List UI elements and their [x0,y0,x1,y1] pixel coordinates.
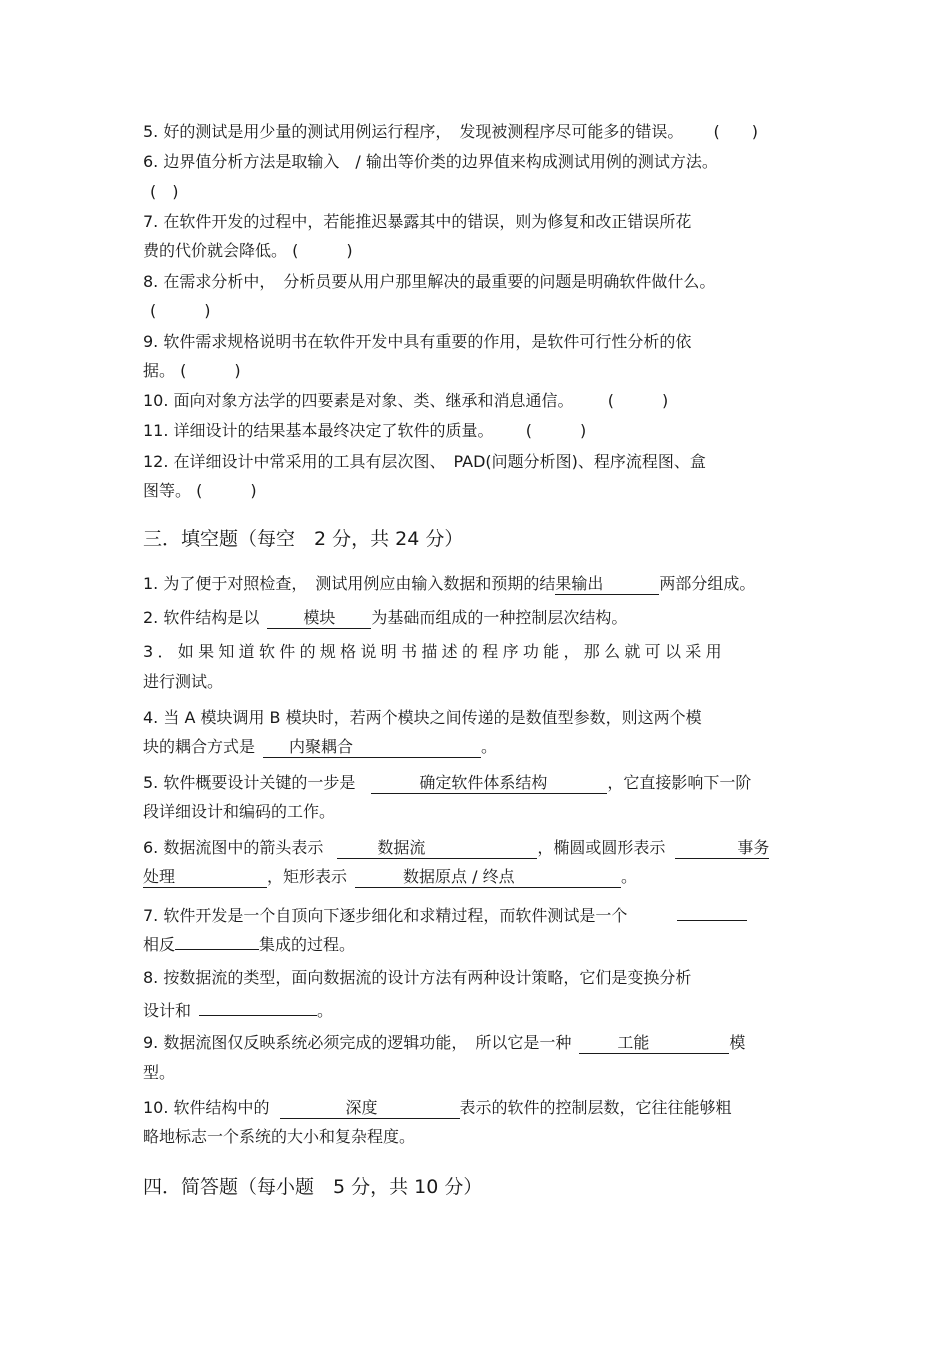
fill-q4-line1: 4. 当 A 模块调用 B 模块时，若两个模块之间传递的是数值型参数，则这两个模 [143,708,702,727]
judge-q10-text: 10. 面向对象方法学的四要素是对象、类、继承和消息通信。 [143,391,574,410]
fill-q1-blank [555,575,659,595]
fill-q10-answer: 深度 [345,1098,378,1117]
fill-q4-blank [263,738,481,758]
judge-q12-paren: ( ) [196,481,257,500]
fill-q9-before: 9. 数据流图仅反映系统必须完成的逻辑功能， 所以它是一种 [143,1033,572,1052]
section3-heading: 三．填空题（每空 2 分，共 24 分） [143,528,464,550]
fill-q4-before: 块的耦合方式是 [143,737,256,756]
judge-q7-paren: ( ) [292,241,353,260]
judge-q11 [143,420,586,442]
fill-q8-cont [143,996,333,1022]
section4-heading: 四．简答题（每小题 5 分，共 10 分） [143,1176,483,1198]
judge-q9-line2: 据。 [143,361,176,380]
fill-q7 [143,901,747,927]
fill-q5-cont [143,801,335,823]
fill-q6-mid: ，椭圆或圆形表示 [537,838,666,857]
fill-q8-line2a: 设计和 [143,1001,192,1020]
fill-q10-cont [143,1126,415,1148]
fill-q10-line2: 略地标志一个系统的大小和复杂程度。 [143,1127,416,1146]
fill-q7-cont [143,930,355,956]
judge-q10-paren: ( ) [607,391,669,410]
judge-q10 [143,390,668,412]
fill-q9 [143,1032,745,1054]
judge-q8 [143,271,715,293]
fill-q9-answer: 工能 [617,1033,650,1052]
judge-q8-paren: ( ) [150,301,211,320]
fill-q6 [143,837,769,859]
judge-q7 [143,211,691,233]
fill-q6-mid2: ，矩形表示 [267,867,348,886]
judge-q7-line1: 7. 在软件开发的过程中，若能推迟暴露其中的错误，则为修复和改正错误所花 [143,212,692,231]
fill-q10 [143,1097,732,1119]
fill-q6-answer2a: 事务 [737,838,770,857]
fill-q7-line1: 7. 软件开发是一个自顶向下逐步细化和求精过程，而软件测试是一个 [143,906,628,925]
fill-q1-before: 1. 为了便于对照检查， 测试用例应由输入数据和预期的结 [143,574,556,593]
judge-q12-cont [143,480,257,502]
fill-q9-blank [579,1034,729,1054]
fill-q1 [143,573,755,595]
judge-q5-text: 5. 好的测试是用少量的测试用例运行程序， 发现被测程序尽可能多的错误。 [143,122,684,141]
judge-q11-paren: ( ) [525,421,587,440]
fill-q3-cont [143,671,223,693]
fill-q7-blank-end [677,901,747,921]
judge-q6-paren: ( ) [150,182,179,201]
fill-q5-before: 5. 软件概要设计关键的一步是 [143,773,356,792]
fill-q8 [143,967,691,989]
judge-q6-text: 6. 边界值分析方法是取输入 / 输出等价类的边界值来构成测试用例的测试方法。 [143,152,718,171]
fill-q4 [143,707,702,729]
judge-q8-paren-line [150,300,211,322]
fill-q3 [143,641,726,663]
fill-q10-before: 10. 软件结构中的 [143,1098,270,1117]
fill-q6-answer1: 数据流 [377,838,426,857]
fill-q3-line1: 3．如果知道软件的规格说明书描述的程序功能，那么就可以采用 [143,642,726,661]
fill-q6-blank3 [355,868,621,888]
fill-q6-before: 6. 数据流图中的箭头表示 [143,838,324,857]
judge-q9-line1: 9. 软件需求规格说明书在软件开发中具有重要的作用，是软件可行性分析的依 [143,332,692,351]
judge-q12 [143,451,706,473]
judge-q9-paren: ( ) [180,361,241,380]
fill-q7-line2a: 相反 [143,935,176,954]
judge-q7-line2: 费的代价就会降低。 [143,241,288,260]
fill-q4-cont [143,736,497,758]
fill-q1-answer: 果输出 [555,574,604,593]
fill-q7-blank [175,930,259,950]
fill-q2-blank [267,609,371,629]
fill-q6-cont [143,866,637,888]
fill-q8-blank [199,996,317,1016]
judge-q6-paren-line [150,181,179,203]
judge-q5-paren: ( ) [713,122,759,141]
fill-q4-after: 。 [481,737,498,756]
judge-q9 [143,331,691,353]
fill-q3-line2: 进行测试。 [143,672,224,691]
fill-q10-blank [280,1099,460,1119]
judge-q7-cont [143,240,353,262]
fill-q5-line2: 段详细设计和编码的工作。 [143,802,336,821]
fill-q5-answer: 确定软件体系结构 [419,773,548,792]
judge-q11-text: 11. 详细设计的结果基本最终决定了软件的质量。 [143,421,494,440]
fill-q2 [143,607,627,629]
judge-q12-line2: 图等。 [143,481,192,500]
fill-q1-after: 两部分组成。 [659,574,756,593]
judge-q5 [143,121,758,143]
judge-q12-line1: 12. 在详细设计中常采用的工具有层次图、 PAD(问题分析图)、程序流程图、盒 [143,452,706,471]
fill-q2-answer: 模块 [303,608,336,627]
fill-q7-line2b: 集成的过程。 [259,935,356,954]
fill-q8-line1: 8. 按数据流的类型，面向数据流的设计方法有两种设计策略，它们是变换分析 [143,968,692,987]
fill-q6-after: 。 [621,867,638,886]
fill-q6-blank2 [675,839,769,859]
fill-q9-cont [143,1062,175,1084]
fill-q5-after: ，它直接影响下一阶 [607,773,752,792]
fill-q9-after: 模 [729,1033,746,1052]
fill-q2-before: 2. 软件结构是以 [143,608,260,627]
fill-q10-after: 表示的软件的控制层数，它往往能够粗 [459,1098,732,1117]
fill-q8-line2b: 。 [317,1001,334,1020]
fill-q4-answer: 内聚耦合 [289,737,354,756]
fill-q5 [143,772,751,794]
judge-q9-cont [143,360,241,382]
judge-q8-text: 8. 在需求分析中， 分析员要从用户那里解决的最重要的问题是明确软件做什么。 [143,272,716,291]
fill-q6-blank1 [337,839,537,859]
fill-q6-answer3: 数据原点 / 终点 [403,867,515,886]
judge-q6 [143,151,718,173]
fill-q9-line2: 型。 [143,1063,176,1082]
fill-q2-after: 为基础而组成的一种控制层次结构。 [371,608,628,627]
fill-q5-blank [371,774,607,794]
fill-q6-answer2b: 处理 [143,867,176,886]
fill-q6-blank2-cont [143,868,267,888]
